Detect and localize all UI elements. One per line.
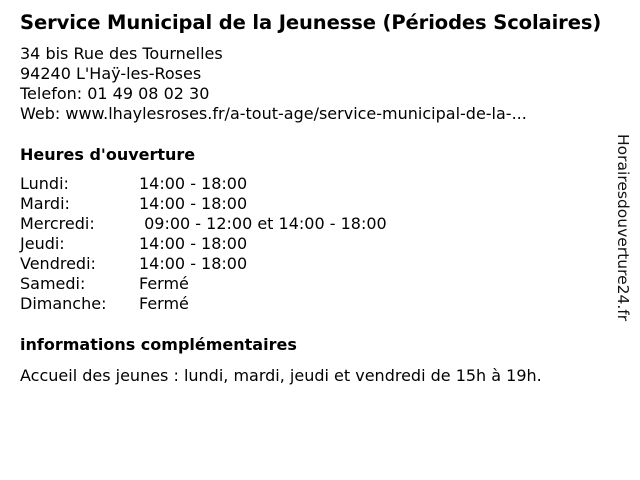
- day-label: Vendredi:: [20, 254, 96, 273]
- time-value: 14:00 - 18:00: [139, 174, 248, 193]
- site-watermark: Horairesdouverture24.fr: [614, 134, 632, 322]
- address-block: [20, 44, 527, 124]
- day-label: Samedi:: [20, 274, 86, 293]
- day-label: Jeudi:: [20, 234, 65, 253]
- hours-heading: Heures d'ouverture: [20, 145, 196, 164]
- info-heading: informations complémentaires: [20, 335, 297, 354]
- address-street: 34 bis Rue des Tournelles: [20, 44, 223, 63]
- time-value: Fermé: [139, 274, 189, 293]
- time-value: 14:00 - 18:00: [139, 234, 248, 253]
- time-value: 14:00 - 18:00: [139, 254, 248, 273]
- day-label: Dimanche:: [20, 294, 107, 313]
- day-label: Mardi:: [20, 194, 70, 213]
- time-value: 14:00 - 18:00: [139, 194, 248, 213]
- day-label: Lundi:: [20, 174, 69, 193]
- day-label: Mercredi:: [20, 214, 95, 233]
- time-value: Fermé: [139, 294, 189, 313]
- time-value: 09:00 - 12:00 et 14:00 - 18:00: [139, 214, 387, 233]
- info-text: Accueil des jeunes : lundi, mardi, jeudi et vendredi de 15h à 19h.: [20, 366, 542, 385]
- page-title: Service Municipal de la Jeunesse (Périodes Scolaires): [20, 11, 602, 34]
- website-link[interactable]: Web: www.lhaylesroses.fr/a-tout-age/service-municipal-de-la-...: [20, 104, 527, 123]
- phone-number: Telefon: 01 49 08 02 30: [20, 84, 210, 103]
- address-city: 94240 L'Haÿ-les-Roses: [20, 64, 202, 83]
